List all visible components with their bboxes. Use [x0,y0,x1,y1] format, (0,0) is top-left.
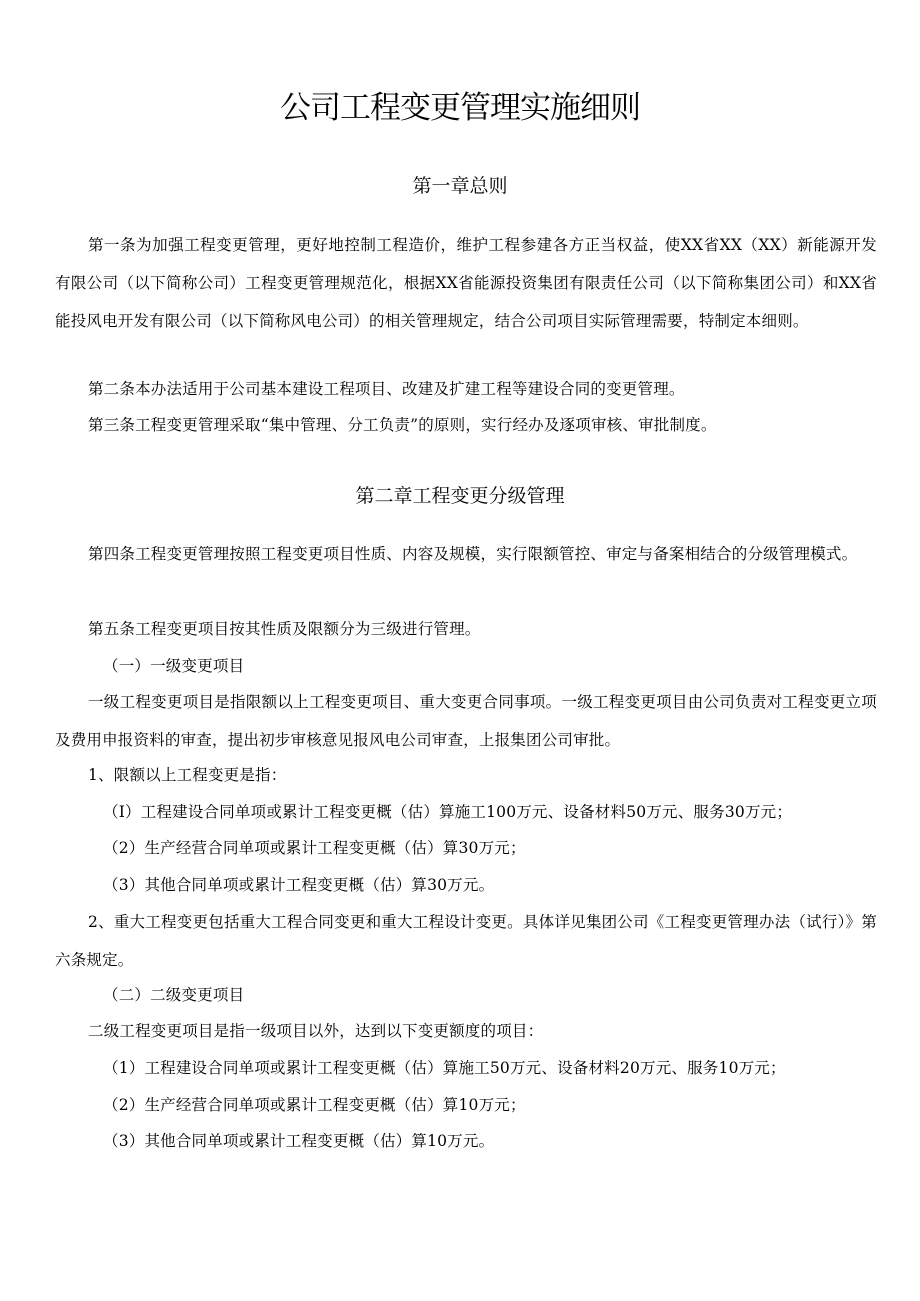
chapter-1-heading: 第一章总则 [412,175,508,197]
level-1-item: （3）其他合同单项或累计工程变更概（估）算30万元。 [103,876,495,894]
article-2: 第二条本办法适用于公司基本建设工程项目、改建及扩建工程等建设合同的变更管理。 [88,380,685,398]
article-3: 第三条工程变更管理采取“集中管理、分工负责”的原则，实行经办及逐项审核、审批制度。 [88,416,717,434]
chapter-2-heading: 第二章工程变更分级管理 [355,485,565,507]
level-2-description: 二级工程变更项目是指一级项目以外，达到以下变更额度的项目： [88,1022,544,1040]
level-2-item: （3）其他合同单项或累计工程变更概（估）算10万元。 [103,1132,495,1150]
level-2-item: （1）工程建设合同单项或累计工程变更概（估）算施工50万元、设备材料20万元、服务10万元； [103,1059,786,1077]
level-1-item: （2）生产经营合同单项或累计工程变更概（估）算30万元； [103,839,526,857]
document-title: 公司工程变更管理实施细则 [280,90,640,126]
level-1-point-1: 1、限额以上工程变更是指： [88,766,287,784]
level-1-point-2: 2、重大工程变更包括重大工程合同变更和重大工程设计变更。具体详见集团公司《工程变更管理办法（试行）》第六条规定。 [55,913,877,969]
article-4: 第四条工程变更管理按照工程变更项目性质、内容及规模，实行限额管控、审定与备案相结合的分级管理模式。 [88,545,858,563]
article-1: 第一条为加强工程变更管理，更好地控制工程造价，维护工程参建各方正当权益，使XX省XX（XX）新能源开发有限公司（以下简称公司）工程变更管理规范化，根据XX省能源投资集团有限责任公司（以下简称集团公司）和XX省能投风电开发有限公司（以下简称风电公司）的相关管理规定，结合公司项目实际管理需要，特制定本细则。 [55,236,877,330]
article-5: 第五条工程变更项目按其性质及限额分为三级进行管理。 [88,620,481,638]
level-1-description: 一级工程变更项目是指限额以上工程变更项目、重大变更合同事项。一级工程变更项目由公司负责对工程变更立项及费用申报资料的审查，提出初步审核意见报风电公司审查，上报集团公司审批。 [55,693,877,749]
level-2-heading: （二）二级变更项目 [103,986,245,1004]
level-2-item: （2）生产经营合同单项或累计工程变更概（估）算10万元； [103,1096,526,1114]
level-1-heading: （一）一级变更项目 [103,657,245,675]
level-1-item: （I）工程建设合同单项或累计工程变更概（估）算施工100万元、设备材料50万元、服务30万元； [103,803,793,821]
